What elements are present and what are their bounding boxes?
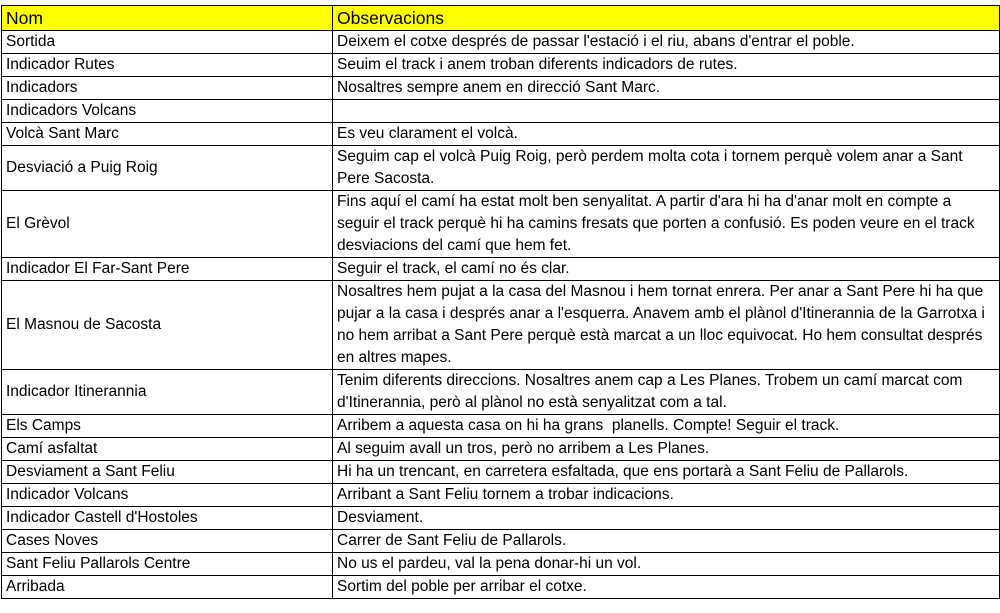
observation-cell[interactable]: Sortim del poble per arribar el cotxe. bbox=[333, 576, 1000, 599]
observation-cell[interactable]: Arribem a aquesta casa on hi ha grans planells. Compte! Seguir el track. bbox=[333, 415, 1000, 438]
table-row bbox=[2, 191, 1000, 258]
observation-cell[interactable]: Tenim diferents direccions. Nosaltres anem cap a Les Planes. Trobem un camí marcat com d'Itinerannia, però al plànol no està senyalitzat com a tal. bbox=[333, 370, 1000, 415]
observation-cell[interactable]: No us el pardeu, val la pena donar-hi un vol. bbox=[333, 553, 1000, 576]
name-cell[interactable]: Arribada bbox=[2, 576, 333, 599]
name-cell[interactable]: El Masnou de Sacosta bbox=[2, 281, 333, 370]
table-row bbox=[2, 123, 1000, 146]
name-cell[interactable]: Indicador Castell d'Hostoles bbox=[2, 507, 333, 530]
name-cell[interactable]: Desviament a Sant Feliu bbox=[2, 461, 333, 484]
observation-cell[interactable]: Deixem el cotxe després de passar l'estació i el riu, abans d'entrar el poble. bbox=[333, 31, 1000, 54]
table-row bbox=[2, 370, 1000, 415]
table-row bbox=[2, 484, 1000, 507]
name-cell[interactable]: El Grèvol bbox=[2, 191, 333, 258]
name-cell[interactable]: Els Camps bbox=[2, 415, 333, 438]
header-cell-nom[interactable]: Nom bbox=[2, 6, 333, 31]
table-row bbox=[2, 461, 1000, 484]
observation-cell[interactable]: Seguim cap el volcà Puig Roig, però perdem molta cota i tornem perquè volem anar a Sant Pere Sacosta. bbox=[333, 146, 1000, 191]
header-row bbox=[2, 6, 1000, 31]
table-row bbox=[2, 576, 1000, 599]
table-row bbox=[2, 281, 1000, 370]
table-row bbox=[2, 438, 1000, 461]
table-row bbox=[2, 258, 1000, 281]
observation-cell[interactable]: Carrer de Sant Feliu de Pallarols. bbox=[333, 530, 1000, 553]
name-cell[interactable]: Volcà Sant Marc bbox=[2, 123, 333, 146]
table-row bbox=[2, 507, 1000, 530]
table-row bbox=[2, 146, 1000, 191]
name-cell[interactable]: Camí asfaltat bbox=[2, 438, 333, 461]
name-cell[interactable]: Cases Noves bbox=[2, 530, 333, 553]
table-row bbox=[2, 553, 1000, 576]
header-cell-observacions[interactable]: Observacions bbox=[333, 6, 1000, 31]
observation-cell[interactable]: Hi ha un trencant, en carretera esfaltada, que ens portarà a Sant Feliu de Pallarols. bbox=[333, 461, 1000, 484]
observation-cell[interactable]: Es veu clarament el volcà. bbox=[333, 123, 1000, 146]
table-row bbox=[2, 77, 1000, 100]
spreadsheet-table bbox=[1, 5, 1000, 599]
name-cell[interactable]: Indicador El Far-Sant Pere bbox=[2, 258, 333, 281]
observation-cell[interactable]: Fins aquí el camí ha estat molt ben senyalitat. A partir d'ara hi ha d'anar molt en compte a seguir el track perquè hi ha camins fresats que porten a confusió. Es poden veure en el track desviacions del camí que hem fet. bbox=[333, 191, 1000, 258]
observation-cell[interactable]: Arribant a Sant Feliu tornem a trobar indicacions. bbox=[333, 484, 1000, 507]
name-cell[interactable]: Indicador Itinerannia bbox=[2, 370, 333, 415]
table-row bbox=[2, 31, 1000, 54]
observation-cell[interactable]: Nosaltres sempre anem en direcció Sant Marc. bbox=[333, 77, 1000, 100]
observation-cell[interactable]: Seguir el track, el camí no és clar. bbox=[333, 258, 1000, 281]
name-cell[interactable]: Indicador Volcans bbox=[2, 484, 333, 507]
observation-cell[interactable]: Seuim el track i anem troban diferents indicadors de rutes. bbox=[333, 54, 1000, 77]
table-row bbox=[2, 415, 1000, 438]
name-cell[interactable]: Sant Feliu Pallarols Centre bbox=[2, 553, 333, 576]
observation-cell[interactable]: Al seguim avall un tros, però no arribem a Les Planes. bbox=[333, 438, 1000, 461]
observation-cell[interactable]: Nosaltres hem pujat a la casa del Masnou i hem tornat enrera. Per anar a Sant Pere hi ha que pujar a la casa i després anar a l'esquerra. Anavem amb el plànol d'Itinerannia de la Garrotxa i no hem arribat a Sant Pere perquè està marcat a un lloc equivocat. Ho hem consultat després en altres mapes. bbox=[333, 281, 1000, 370]
table-row bbox=[2, 54, 1000, 77]
name-cell[interactable]: Sortida bbox=[2, 31, 333, 54]
name-cell[interactable]: Indicador Rutes bbox=[2, 54, 333, 77]
table-body bbox=[2, 31, 1000, 599]
table-row bbox=[2, 100, 1000, 123]
name-cell[interactable]: Desviació a Puig Roig bbox=[2, 146, 333, 191]
name-cell[interactable]: Indicadors bbox=[2, 77, 333, 100]
name-cell[interactable]: Indicadors Volcans bbox=[2, 100, 333, 123]
observation-cell[interactable] bbox=[333, 100, 1000, 123]
table-row bbox=[2, 530, 1000, 553]
observation-cell[interactable]: Desviament. bbox=[333, 507, 1000, 530]
